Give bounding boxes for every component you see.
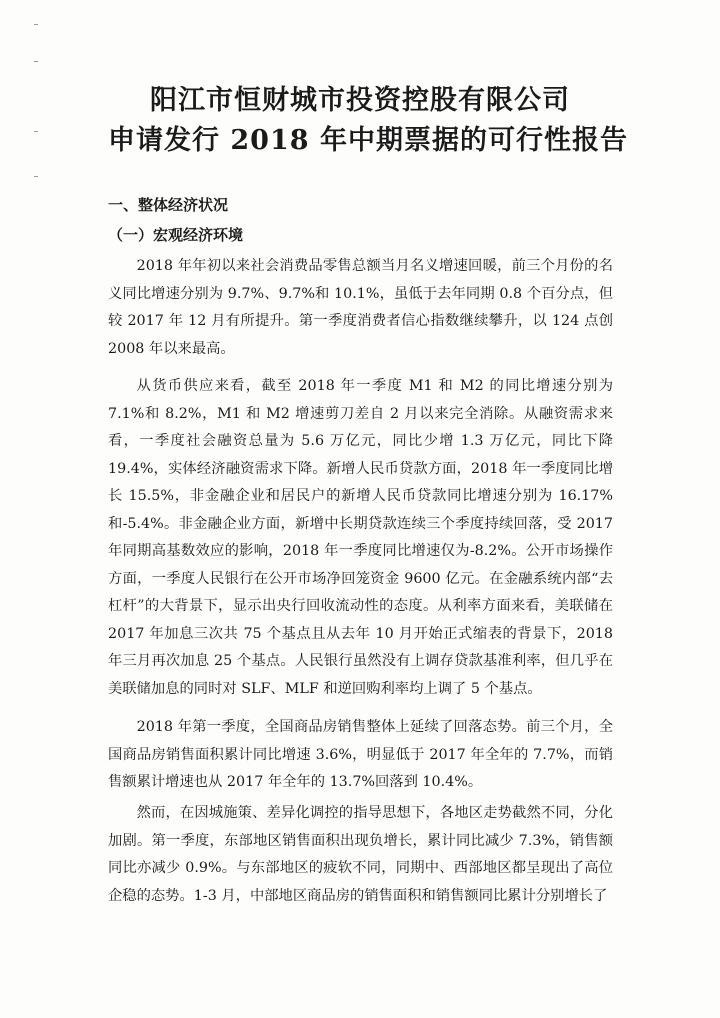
scan-margin-mark <box>34 61 38 62</box>
document-title-line-1: 阳江市恒财城市投资控股有限公司 <box>150 85 570 116</box>
paragraph-regional-differences: 然而，在因城施策、差异化调控的指导思想下，各地区走势截然不同，分化加剧。第一季度，东部地区销售面积出现负增长，累计同比减少 7.3%，销售额同比亦减少 0.9%。与东部地区的疲软不同，同期中、西部地区都呈现出了高位企稳的态势。1-3 月，中部地区商品房的销售面积和销售额同比累计分别增长了 <box>108 805 613 904</box>
scan-margin-mark <box>34 176 38 177</box>
subsection-heading: （一）宏观经济环境 <box>108 226 244 244</box>
document-title-line-2: 申请发行 2018 年中期票据的可行性报告 <box>108 125 628 156</box>
scan-margin-mark <box>34 24 38 25</box>
paragraph-money-supply: 从货币供应来看，截至 2018 年一季度 M1 和 M2 的同比增速分别为 7.1%和 8.2%，M1 和 M2 增速剪刀差自 2 月以来完全消除。从融资需求来看，一季度社会融资总量为 5.6 万亿元，同比少增 1.3 万亿元，同比下降 19.4%，实体经济融资需求下降。新增人民币贷款方面，2018 年一季度同比增长 15.5%，非金融企业和居民户的新增人民币贷款同比增速分别为 16.17%和-5.4%。非金融企业方面，新增中长期贷款连续三个季度持续回落，受 2017 年同期高基数效应的影响，2018 年一季度同比增速仅为-8.2%。公开市场操作方面，一季度人民银行在公开市场净回笼资金 9600 亿元。在金融系统内部“去杠杆”的大背景下，显示出央行回收流动性的态度。从利率方面来看，美联储在 2017 年加息三次共 75 个基点且从去年 10 月开始正式缩表的背景下，2018 年三月再次加息 25 个基点。人民银行虽然没有上调存贷款基准利率，但几乎在美联储加息的同时对 SLF、MLF 和逆回购利率均上调了 5 个基点。 <box>108 378 613 697</box>
section-heading: 一、整体经济状况 <box>108 196 229 214</box>
scan-margin-mark <box>34 131 38 132</box>
paragraph-real-estate-sales: 2018 年第一季度，全国商品房销售整体上延续了回落态势。前三个月，全国商品房销售面积累计同比增速 3.6%，明显低于 2017 年全年的 7.7%，而销售额累计增速也从 2017 年全年的 13.7%回落到 10.4%。 <box>108 719 613 790</box>
paragraph-consumption: 2018 年年初以来社会消费品零售总额当月名义增速回暖，前三个月份的名义同比增速分别为 9.7%、9.7%和 10.1%，虽低于去年同期 0.8 个百分点，但较 2017 年 12 月有所提升。第一季度消费者信心指数继续攀升，以 124 点创 2008 年以来最高。 <box>108 258 613 357</box>
